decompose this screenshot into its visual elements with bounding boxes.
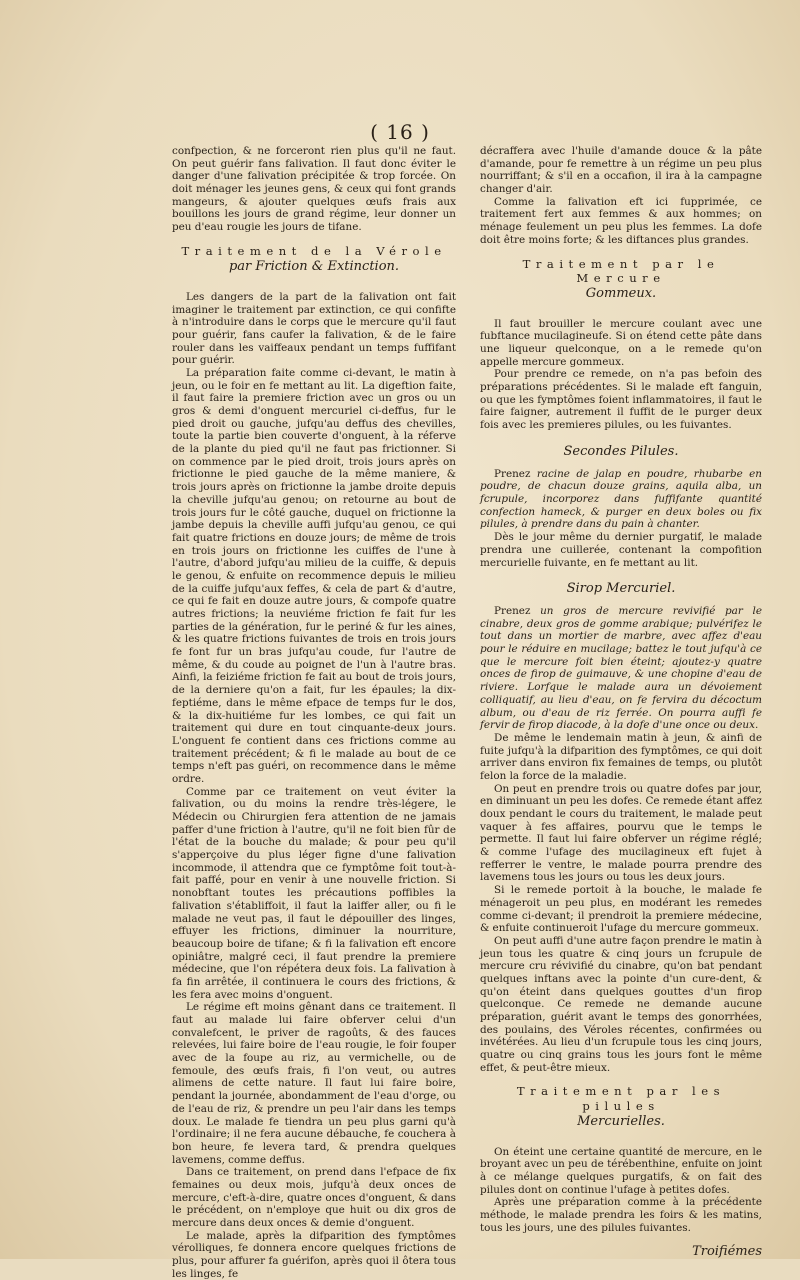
recipe-paragraph [480,468,762,531]
recipe-paragraph [480,605,762,732]
heading-subtitle: Gommeux. [585,285,657,301]
paragraph: Le régime eft moins gênant dans ce traitement. Il faut au malade lui faire obferver celui d'un convalefcent, le priver de ragoûts, & des fauces relevées, lui faire boire de l'eau rougie, le foir fouper avec de la foupe au riz, au vermichelle, ou de femoule, des œufs frais, fi l'on veut, ou autres alimens de cette nature. Il faut lui faire boire, pendant la journée, abondamment de l'eau d'orge, ou de l'eau de riz, & prendre un peu l'air dans les temps doux. Le malade fe tiendra un peu plus garni qu'à l'ordinaire; il ne fera aucune débauche, fe couchera à bon heure, fe levera tard, & prendra quelques lavemens, comme deffus. [172,1001,456,1166]
paragraph: Comme la falivation eft ici fupprimée, ce traitement fert aux femmes & aux hommes; on ménage feulement un peu plus les femmes. La dofe doit être moins forte; & les diftances plus grandes. [480,195,762,246]
section-heading [172,244,456,275]
section-heading [480,257,762,302]
heading-subtitle: par Friction & Extinction. [228,258,400,274]
page-number: ( 16 ) [370,120,430,144]
right-column [480,145,762,1260]
recipe-lead: Prenez [494,467,537,480]
recipe-lead: Prenez [494,605,541,618]
left-column [172,145,456,1280]
paragraph: Pour prendre ce remede, on n'a pas befoin des préparations précédentes. Si le malade eft fanguin, ou que les fymptômes foient inflammatoires, il faut le faire faigner, autrement il fuffit de le purger deux fois avec les premieres pilules, ou les fuivantes. [480,368,762,432]
catchword: Troifiémes [692,1244,762,1260]
paragraph: Dès le jour même du dernier purgatif, le malade prendra une cuillerée, contenant la compofition mercurielle fuivante, en fe mettant au lit. [480,531,762,569]
paragraph: On éteint une certaine quantité de mercure, en le broyant avec un peu de térébenthine, enfuite on joint à ce mélange quelques purgatifs, & on fait des pilules dont on continue l'ufage à petites dofes. [480,1145,762,1196]
heading-title: Traitement par le Mercure [522,256,720,285]
paragraph: décraffera avec l'huile d'amande douce & la pâte d'amande, pour fe remettre à un régime un peu plus nourriffant; & s'il en a occafion, il ira à la campagne changer d'air. [480,145,762,196]
paragraph: Après une préparation comme à la précédente méthode, le malade prendra les foirs & les matins, tous les jours, une des pilules fuivantes. [480,1196,762,1234]
subheading: Secondes Pilules. [563,443,679,459]
paragraph: La préparation faite comme ci-devant, le matin à jeun, ou le foir en fe mettant au lit. La digeftion faite, il faut faire la premiere friction avec un gros ou un gros & demi d'onguent mercuriel ci-deffus, fur le pied droit ou gauche, jufqu'au deffus des chevilles, toute la partie bien couverte d'onguent, à la réferve de la plante du pied qu'il ne faut pas frictionner. Si on commence par le pied droit, trois jours après on frictionne le pied gauche de la même maniere, & trois jours après on frictionne la jambe droite depuis la cheville jufqu'au genou; on retourne au bout de trois jours fur le côté gauche, duquel on frictionne la jambe depuis la cheville auffi jufqu'au genou, ce qui fait quatre frictions en douze jours; de même de trois en trois jours on frictionne les cuiffes de l'une à l'autre, d'abord jufqu'au milieu de la cuiffe, & depuis le genou, & enfuite on recommence depuis le milieu de la cuiffe jufqu'aux feffes, & cela de part & d'autre, ce qui fe fait en douze autre jours, & compofe quatre autres frictions; la neuviéme friction fe fait fur les parties de la génération, fur le periné & fur les aines, & les quatre frictions fuivantes de trois en trois jours fe font fur un bras jufqu'au coude, fur l'autre de même, & du coude au poignet de l'un à l'autre bras. Ainfi, la feiziéme friction fe fait au bout de trois jours, de la derniere qu'on a fait, fur les épaules; la dix-feptiéme, dans le même efpace de temps fur le dos, & la dix-huitiéme fur les lombes, ce qui fait un traitement qui dure en tout cinquante-deux jours. L'onguent fe contient dans ces frictions comme au traitement précédent; & fi le malade au bout de ce temps n'eft pas guéri, on recommence dans le même ordre. [172,366,456,785]
paragraph: De même le lendemain matin à jeun, & ainfi de fuite jufqu'à la difparition des fymptômes, ce qui doit arriver dans environ fix femaines de temps, ou plutôt felon la force de la maladie. [480,731,762,782]
heading-title: Traitement de la Vérole [181,243,447,258]
section-heading [480,1084,762,1129]
heading-title: Traitement par les pilules [516,1084,726,1113]
subheading: Sirop Mercuriel. [566,581,676,597]
paragraph: confpection, & ne forceront rien plus qu'il ne faut. On peut guérir fans falivation. Il faut donc éviter le danger d'une falivation précipitée & trop forcée. On doit ménager les jeunes gens, & ceux qui font grands mangeurs, & ajouter quelques œufs frais aux bouillons les jours de grand régime, leur donner un peu d'eau rougie les jours de tifane. [172,145,456,234]
paragraph: Comme par ce traitement on veut éviter la falivation, ou du moins la rendre très-légere, le Médecin ou Chirurgien fera attention de ne jamais paffer d'une friction à l'autre, qu'il ne foit bien fûr de l'état de la bouche du malade; & pour peu qu'il s'apperçoive du plus léger figne d'une falivation incommode, il attendra que ce fymptôme foit tout-à-fait paffé, pour en venir à une nouvelle friction. Si nonobftant toutes les précautions poffibles la falivation s'établiffoit, il faut la laiffer aller, ou fi le malade ne veut pas, il faut le dépouiller des linges, effuyer les frictions, diminuer la nourriture, beaucoup boire de tifane; & fi la falivation eft encore opiniâtre, malgré ceci, il faut prendre la premiere médecine, que l'on répétera deux fois. La falivation à fa fin arrêtée, il continuera le cours des frictions, & les fera avec moins d'onguent. [172,785,456,1001]
paragraph: Si le remede portoit à la bouche, le malade fe ménageroit un peu plus, en modérant les remedes comme ci-devant; il prendroit la premiere médecine, & enfuite continueroit l'ufage du mercure gommeux. [480,884,762,935]
paragraph: On peut en prendre trois ou quatre dofes par jour, en diminuant un peu les dofes. Ce remede étant affez doux pendant le cours du traitement, le malade peut vaquer à fes affaires, pourvu que le temps le permette. Il faut lui faire obferver un régime réglé; & comme l'ufage des mucilagineux eft fujet à refferrer le ventre, le malade pourra prendre des lavemens tous les jours ou tous les deux jours. [480,782,762,884]
recipe-text: un gros de mercure revivifié par le cinabre, deux gros de gomme arabique; pulvérifez le tout dans un mortier de marbre, avec affez d'eau pour le réduire en mucilage; battez le tout jufqu'à ce que le mercure foit bien éteint; ajoutez-y quatre onces de firop de guimauve, & une chopine d'eau de riviere. Lorfque le malade aura un dévoiement colliquatif, au lieu d'eau, on fe fervira du décoctum album, ou d'eau de riz ferrée. On pourra auffi fe fervir de firop diacode, à la dofe d'une once ou deux. [480,605,762,732]
paragraph: Dans ce traitement, on prend dans l'efpace de fix femaines ou deux mois, jufqu'à deux onces de mercure, c'eft-à-dire, quatre onces d'onguent, & dans le précédent, on n'employe que huit ou dix gros de mercure dans deux onces & demie d'onguent. [172,1166,456,1229]
paragraph: Il faut brouiller le mercure coulant avec une fubftance mucilagineufe. Si on étend cette pâte dans une liqueur quelconque, on a le remede qu'on appelle mercure gommeux. [480,317,762,368]
paragraph: On peut auffi d'une autre façon prendre le matin à jeun tous les quatre & cinq jours un fcrupule de mercure cru révivifié du cinabre, qu'on bat pendant quelques inftans avec la pointe d'un cure-dent, & qu'on éteint dans quelques gouttes d'un firop quelconque. Ce remede ne demande aucune préparation, guérit avant le temps des gonorrhées, des poulains, des Véroles récentes, confirmées ou invétérées. Au lieu d'un fcrupule tous les cinq jours, quatre ou cinq grains tous les jours font le même effet, & peut-être mieux. [480,934,762,1074]
heading-subtitle: Mercurielles. [577,1113,665,1129]
paragraph: Les dangers de la part de la falivation ont fait imaginer le traitement par extinction, ce qui confifte à n'introduire dans le corps que le mercure qu'il faut pour guérir, fans caufer la falivation, & de le faire rouler dans les vaiffeaux pendant un temps fuffifant pour guérir. [172,290,456,367]
recipe-text: racine de jalap en poudre, rhubarbe en poudre, de chacun douze grains, aquila alba, un fcrupule, incorporez dans fuffifante quantité confection hameck, & purger en deux boles ou fix pilules, à prendre dans du pain à chanter. [480,467,762,531]
paragraph: Le malade, après la difparition des fymptômes vérolliques, fe donnera encore quelques frictions de plus, pour affurer fa guérifon, après quoi il ôtera tous les linges, fe [172,1229,456,1280]
